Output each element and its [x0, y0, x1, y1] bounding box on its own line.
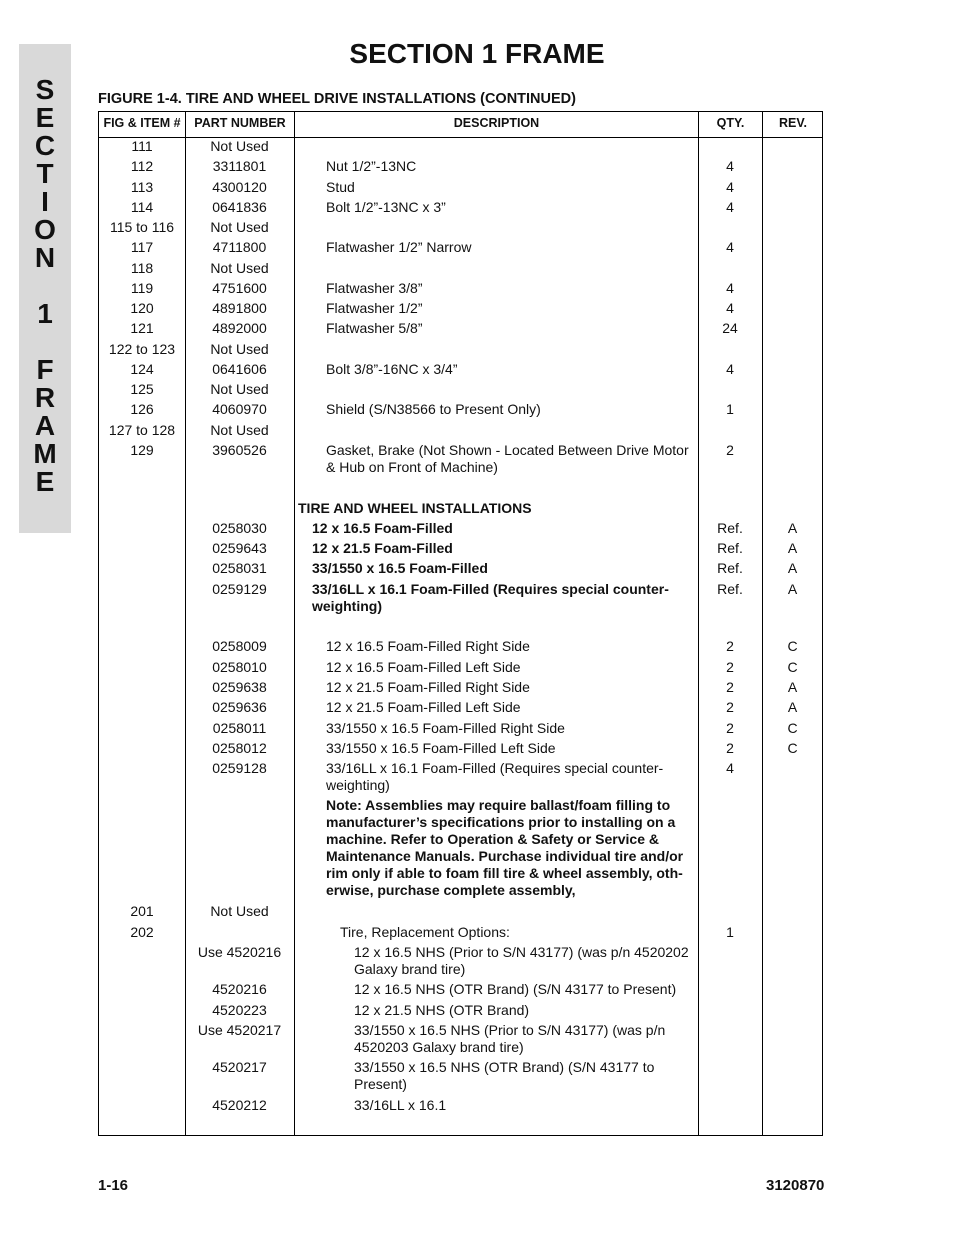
description-cell: Flatwasher 3/8” — [326, 280, 423, 296]
description-cell: Tire, Replacement Options: — [340, 924, 510, 940]
item-number-cell: 129 — [130, 442, 154, 458]
description-cell: 12 x 16.5 NHS (OTR Brand) (S/N 43177 to Present) — [354, 981, 677, 997]
part-number-cell: 0258031 — [212, 560, 267, 576]
part-number-cell: 4891800 — [212, 300, 267, 316]
item-number-cell: 119 — [130, 280, 154, 296]
description-cell: 33/1550 x 16.5 Foam-Filled Right Side — [326, 720, 565, 736]
rev-cell: A — [787, 540, 798, 556]
item-number-cell: 118 — [130, 260, 154, 276]
qty-cell: 2 — [726, 442, 734, 458]
description-cell: Note: Assemblies may require ballast/foam filling to manufacturer’s specifications prior to installing on a machine. Refer to Operation & Safety or Service & Maintenance Manuals. Purchase individual tire and/or rim only if able to foam fill tire & wheel assembly, oth-erwise, purchase complete assembly, — [326, 797, 684, 898]
item-number-cell: 115 to 116 — [109, 219, 175, 235]
description-cell: Flatwasher 1/2” Narrow — [326, 239, 472, 255]
qty-cell: 2 — [726, 699, 734, 715]
item-number-cell: 111 — [131, 138, 153, 154]
description-cell: 12 x 16.5 Foam-Filled — [312, 520, 453, 536]
rev-cell: C — [787, 720, 798, 736]
description-cell: 12 x 21.5 Foam-Filled Right Side — [326, 679, 530, 695]
part-number-cell: 4751600 — [212, 280, 267, 296]
rev-cell: C — [787, 659, 798, 675]
document-number: 3120870 — [766, 1177, 825, 1194]
description-cell: Shield (S/N38566 to Present Only) — [326, 401, 541, 417]
part-number-cell: 0259643 — [212, 540, 267, 556]
section-side-tab — [19, 44, 71, 533]
part-number-cell: Not Used — [210, 341, 269, 357]
column-divider — [698, 111, 699, 1136]
part-number-cell: 0258009 — [212, 638, 267, 654]
rev-cell: C — [787, 638, 798, 654]
item-number-cell: 112 — [130, 158, 154, 174]
item-number-cell: 120 — [130, 300, 154, 316]
part-number-cell: 3311801 — [212, 158, 267, 174]
item-number-cell: 201 — [130, 903, 154, 919]
side-tab-letter: M — [33, 438, 57, 469]
qty-cell: Ref. — [717, 560, 743, 576]
rev-cell: A — [787, 520, 798, 536]
side-tab-letter: C — [34, 130, 56, 161]
header-rev: REV. — [778, 116, 808, 130]
item-number-cell: 202 — [130, 924, 154, 940]
description-cell: Bolt 1/2”-13NC x 3” — [326, 199, 446, 215]
description-cell: 33/16LL x 16.1 — [354, 1097, 447, 1113]
side-tab-letter: E — [35, 466, 55, 497]
part-number-cell: Use 4520217 — [197, 1022, 282, 1038]
qty-cell: 2 — [726, 638, 734, 654]
part-number-cell: Not Used — [210, 903, 269, 919]
description-cell: 12 x 21.5 NHS (OTR Brand) — [354, 1002, 530, 1018]
side-tab-letter: O — [34, 214, 56, 245]
qty-cell: 2 — [726, 740, 734, 756]
qty-cell: 2 — [726, 659, 734, 675]
qty-cell: 4 — [726, 361, 734, 377]
part-number-cell: 0641836 — [212, 199, 267, 215]
rev-cell: A — [787, 560, 798, 576]
qty-cell: 4 — [726, 158, 734, 174]
part-number-cell: 4520223 — [212, 1002, 267, 1018]
description-cell: Flatwasher 1/2” — [326, 300, 423, 316]
description-cell: 12 x 16.5 Foam-Filled Left Side — [326, 659, 521, 675]
part-number-cell: 0258030 — [212, 520, 267, 536]
qty-cell: 2 — [726, 720, 734, 736]
part-number-cell: 4520217 — [212, 1059, 267, 1075]
description-cell: Flatwasher 5/8” — [326, 320, 423, 336]
part-number-cell: Use 4520216 — [197, 944, 282, 960]
part-number-cell: 0259636 — [212, 699, 267, 715]
qty-cell: 1 — [726, 401, 734, 417]
side-tab-letter: F — [36, 354, 54, 385]
part-number-cell: 3960526 — [212, 442, 267, 458]
item-number-cell: 126 — [130, 401, 154, 417]
part-number-cell: 0259128 — [212, 760, 267, 776]
description-cell: 33/1550 x 16.5 NHS (Prior to S/N 43177) (was p/n 4520203 Galaxy brand tire) — [354, 1022, 666, 1055]
side-tab-letter: 1 — [37, 298, 53, 329]
description-cell: 12 x 21.5 Foam-Filled — [312, 540, 453, 556]
header-part-number: PART NUMBER — [194, 116, 286, 130]
qty-cell: 4 — [726, 239, 734, 255]
part-number-cell: 4711800 — [212, 239, 267, 255]
description-cell: 12 x 16.5 NHS (Prior to S/N 43177) (was p/n 4520202 Galaxy brand tire) — [354, 944, 689, 977]
rev-cell: A — [787, 679, 798, 695]
side-tab-letter: R — [34, 382, 56, 413]
part-number-cell: 0641606 — [212, 361, 267, 377]
description-cell: Stud — [326, 179, 355, 195]
item-number-cell: 113 — [130, 179, 154, 195]
description-cell: TIRE AND WHEEL INSTALLATIONS — [298, 500, 532, 516]
side-tab-letter: N — [34, 242, 56, 273]
side-tab-letter: A — [34, 410, 56, 441]
part-number-cell: Not Used — [210, 422, 269, 438]
part-number-cell: 4060970 — [212, 401, 267, 417]
description-cell: Nut 1/2”-13NC — [326, 158, 417, 174]
part-number-cell: 0258010 — [212, 659, 267, 675]
figure-title: FIGURE 1-4. TIRE AND WHEEL DRIVE INSTALLATIONS (CONTINUED) — [98, 91, 576, 107]
item-number-cell: 122 to 123 — [108, 341, 176, 357]
qty-cell: Ref. — [717, 540, 743, 556]
side-tab-letter: T — [36, 158, 54, 189]
part-number-cell: Not Used — [210, 260, 269, 276]
qty-cell: 4 — [726, 280, 734, 296]
column-divider — [762, 111, 763, 1136]
item-number-cell: 127 to 128 — [108, 422, 176, 438]
part-number-cell: 0259129 — [212, 581, 267, 597]
item-number-cell: 114 — [130, 199, 154, 215]
part-number-cell: 0258011 — [212, 720, 267, 736]
description-cell: Gasket, Brake (Not Shown - Located Between Drive Motor & Hub on Front of Machine) — [326, 442, 689, 475]
qty-cell: Ref. — [717, 520, 743, 536]
item-number-cell: 121 — [130, 320, 154, 336]
qty-cell: 4 — [726, 179, 734, 195]
part-number-cell: Not Used — [210, 381, 269, 397]
description-cell: 33/16LL x 16.1 Foam-Filled (Requires special counter-weighting) — [312, 581, 669, 614]
side-tab-letter: I — [41, 186, 49, 217]
qty-cell: 4 — [726, 300, 734, 316]
side-tab-letter: E — [35, 102, 55, 133]
qty-cell: 4 — [726, 760, 734, 776]
header-item: FIG & ITEM # — [103, 116, 181, 130]
part-number-cell: 4300120 — [212, 179, 267, 195]
rev-cell: A — [787, 699, 798, 715]
item-number-cell: 125 — [130, 381, 154, 397]
part-number-cell: 0259638 — [212, 679, 267, 695]
header-qty: QTY. — [716, 116, 745, 130]
description-cell: 33/16LL x 16.1 Foam-Filled (Requires special counter-weighting) — [326, 760, 664, 793]
qty-cell: Ref. — [717, 581, 743, 597]
description-cell: 33/1550 x 16.5 NHS (OTR Brand) (S/N 43177 to Present) — [354, 1059, 655, 1092]
part-number-cell: Not Used — [210, 219, 269, 235]
part-number-cell: 4892000 — [212, 320, 267, 336]
header-description: DESCRIPTION — [453, 116, 540, 130]
page-number: 1-16 — [98, 1177, 129, 1194]
description-cell: 33/1550 x 16.5 Foam-Filled — [312, 560, 488, 576]
qty-cell: 1 — [726, 924, 734, 940]
item-number-cell: 117 — [130, 239, 154, 255]
part-number-cell: 4520212 — [212, 1097, 267, 1113]
column-divider — [294, 111, 295, 1136]
qty-cell: 24 — [722, 320, 738, 336]
qty-cell: 4 — [726, 199, 734, 215]
part-number-cell: 4520216 — [212, 981, 267, 997]
part-number-cell: 0258012 — [212, 740, 267, 756]
side-tab-letter: S — [35, 74, 55, 105]
description-cell: 33/1550 x 16.5 Foam-Filled Left Side — [326, 740, 556, 756]
page-title: SECTION 1 FRAME — [349, 38, 605, 69]
rev-cell: C — [787, 740, 798, 756]
item-number-cell: 124 — [130, 361, 154, 377]
rev-cell: A — [787, 581, 798, 597]
description-cell: 12 x 21.5 Foam-Filled Left Side — [326, 699, 521, 715]
description-cell: 12 x 16.5 Foam-Filled Right Side — [326, 638, 530, 654]
part-number-cell: Not Used — [210, 138, 269, 154]
qty-cell: 2 — [726, 679, 734, 695]
description-cell: Bolt 3/8”-16NC x 3/4” — [326, 361, 458, 377]
